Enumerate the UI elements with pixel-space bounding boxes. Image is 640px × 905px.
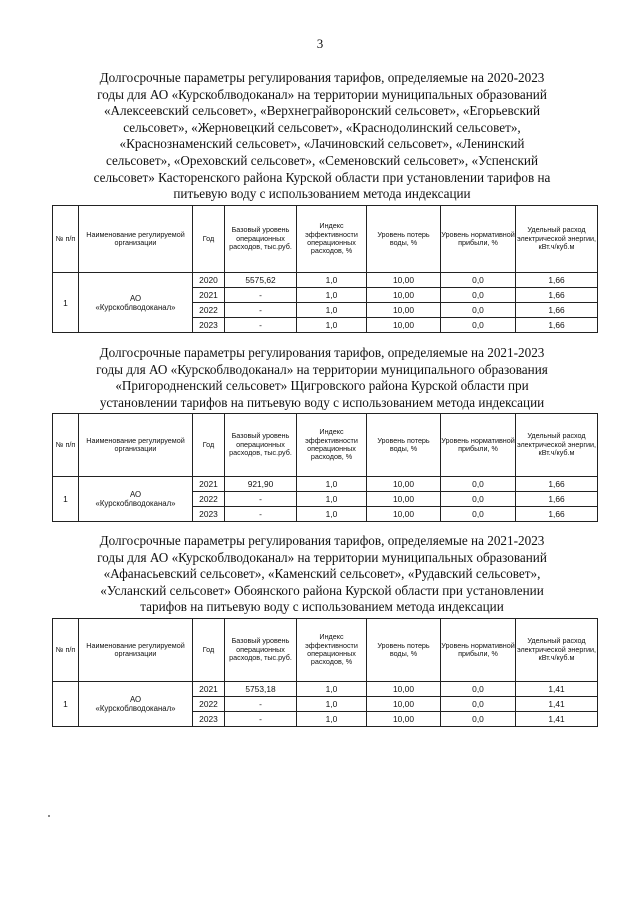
cell-index: 1,0 — [297, 303, 367, 318]
cell-index: 1,0 — [297, 318, 367, 333]
cell-year: 2021 — [193, 682, 225, 697]
cell-base: 5575,62 — [225, 273, 297, 288]
column-header: Год — [193, 414, 225, 477]
cell-year: 2022 — [193, 697, 225, 712]
cell-loss: 10,00 — [367, 477, 441, 492]
cell-profit: 0,0 — [441, 273, 516, 288]
cell-profit: 0,0 — [441, 697, 516, 712]
org-line: АО — [129, 293, 142, 303]
cell-year: 2021 — [193, 477, 225, 492]
org-line: «Курскоблводоканал» — [95, 499, 176, 508]
column-header: Уровень нормативной прибыли, % — [441, 414, 516, 477]
table-header-row — [53, 414, 598, 477]
column-header: Наименование регулируемой организации — [79, 619, 193, 682]
heading-line: годы для АО «Курскоблводоканал» на территории муниципальных образований — [97, 549, 547, 565]
cell-base: 5753,18 — [225, 682, 297, 697]
cell-base: 921,90 — [225, 477, 297, 492]
cell-year: 2023 — [193, 712, 225, 727]
cell-base: - — [225, 288, 297, 303]
cell-index: 1,0 — [297, 507, 367, 522]
cell-index: 1,0 — [297, 477, 367, 492]
column-header: Год — [193, 206, 225, 273]
column-header: Уровень потерь воды, % — [367, 619, 441, 682]
section-heading — [56, 345, 588, 411]
organization-cell — [79, 682, 193, 727]
column-header: Уровень потерь воды, % — [367, 414, 441, 477]
heading-line: Долгосрочные параметры регулирования тарифов, определяемые на 2021-2023 — [99, 345, 545, 360]
cell-base: - — [225, 303, 297, 318]
cell-loss: 10,00 — [367, 682, 441, 697]
table-header-row — [53, 619, 598, 682]
cell-year: 2021 — [193, 288, 225, 303]
cell-base: - — [225, 492, 297, 507]
column-header: Индекс эффективности операционных расходов, % — [297, 619, 367, 682]
column-header: № п/п — [53, 619, 79, 682]
heading-line: «Усланский сельсовет» Обоянского района Курской области при установлении — [100, 582, 544, 598]
section-heading — [56, 533, 588, 616]
heading-line: сельсовет», «Ореховский сельсовет», «Семеновский сельсовет», «Успенский — [105, 152, 539, 168]
table-row — [53, 682, 598, 697]
heading-line: сельсовет» Касторенского района Курской области при установлении тарифов на — [93, 169, 551, 185]
heading-line: Долгосрочные параметры регулирования тарифов, определяемые на 2020-2023 — [99, 70, 545, 85]
org-line: «Курскоблводоканал» — [95, 302, 176, 312]
cell-energy: 1,41 — [516, 682, 598, 697]
heading-line: питьевую воду с использованием метода индексации — [173, 186, 471, 202]
tariff-table — [52, 413, 598, 522]
column-header: Базовый уровень операционных расходов, тыс.руб. — [225, 414, 297, 477]
column-header: Уровень нормативной прибыли, % — [441, 206, 516, 273]
cell-year: 2020 — [193, 273, 225, 288]
tariff-table — [52, 618, 598, 727]
cell-index: 1,0 — [297, 492, 367, 507]
cell-profit: 0,0 — [441, 712, 516, 727]
cell-loss: 10,00 — [367, 507, 441, 522]
column-header: Удельный расход электрической энергии, кВт.ч/куб.м — [516, 619, 598, 682]
column-header: Удельный расход электрической энергии, кВт.ч/куб.м — [516, 206, 598, 273]
column-header: Базовый уровень операционных расходов, тыс.руб. — [225, 619, 297, 682]
cell-year: 2022 — [193, 303, 225, 318]
cell-profit: 0,0 — [441, 477, 516, 492]
column-header: Уровень потерь воды, % — [367, 206, 441, 273]
column-header: № п/п — [53, 414, 79, 477]
cell-year: 2022 — [193, 492, 225, 507]
cell-profit: 0,0 — [441, 507, 516, 522]
column-header: Индекс эффективности операционных расходов, % — [297, 414, 367, 477]
cell-loss: 10,00 — [367, 492, 441, 507]
cell-loss: 10,00 — [367, 288, 441, 303]
cell-loss: 10,00 — [367, 697, 441, 712]
heading-line: «Афанасьевский сельсовет», «Каменский сельсовет», «Рудавский сельсовет», — [103, 566, 541, 582]
row-number-cell: 1 — [53, 477, 79, 522]
organization-cell — [79, 477, 193, 522]
row-number-cell: 1 — [53, 273, 79, 333]
org-line: АО — [129, 695, 142, 704]
cell-energy: 1,66 — [516, 273, 598, 288]
cell-index: 1,0 — [297, 697, 367, 712]
cell-loss: 10,00 — [367, 273, 441, 288]
heading-line: «Пригородненский сельсовет» Щигровского района Курской области при — [115, 378, 529, 394]
table-header-row — [53, 206, 598, 273]
section-heading — [56, 70, 588, 203]
cell-loss: 10,00 — [367, 303, 441, 318]
cell-index: 1,0 — [297, 288, 367, 303]
cell-profit: 0,0 — [441, 492, 516, 507]
page-number: 3 — [316, 36, 324, 51]
org-line: «Курскоблводоканал» — [95, 704, 176, 713]
cell-index: 1,0 — [297, 273, 367, 288]
heading-line: годы для АО «Курскоблводоканал» на территории муниципальных образований — [97, 86, 547, 102]
cell-profit: 0,0 — [441, 288, 516, 303]
cell-energy: 1,66 — [516, 492, 598, 507]
row-number-cell: 1 — [53, 682, 79, 727]
cell-energy: 1,41 — [516, 697, 598, 712]
column-header: Наименование регулируемой организации — [79, 206, 193, 273]
heading-line: сельсовет», «Жерновецкий сельсовет», «Краснодолинский сельсовет», — [123, 119, 521, 135]
cell-energy: 1,41 — [516, 712, 598, 727]
cell-energy: 1,66 — [516, 288, 598, 303]
heading-line: годы для АО «Курскоблводоканал» на территории муниципального образования — [96, 361, 548, 377]
cell-loss: 10,00 — [367, 712, 441, 727]
heading-line: установлении тарифов на питьевую воду с использованием метода индексации — [99, 394, 545, 410]
column-header: Уровень нормативной прибыли, % — [441, 619, 516, 682]
tariff-table — [52, 205, 598, 333]
heading-line: тарифов на питьевую воду с использованием метода индексации — [140, 599, 504, 615]
heading-line: «Алексеевский сельсовет», «Верхнеграйворонский сельсовет», «Егорьевский — [103, 103, 541, 119]
column-header: Удельный расход электрической энергии, кВт.ч/куб.м — [516, 414, 598, 477]
cell-year: 2023 — [193, 507, 225, 522]
scan-speck — [48, 815, 50, 817]
column-header: № п/п — [53, 206, 79, 273]
heading-line: «Краснознаменский сельсовет», «Лачиновский сельсовет», «Ленинский — [119, 136, 525, 152]
column-header: Год — [193, 619, 225, 682]
cell-energy: 1,66 — [516, 303, 598, 318]
column-header: Индекс эффективности операционных расходов, % — [297, 206, 367, 273]
cell-base: - — [225, 697, 297, 712]
table-row — [53, 273, 598, 288]
cell-index: 1,0 — [297, 712, 367, 727]
column-header: Наименование регулируемой организации — [79, 414, 193, 477]
cell-profit: 0,0 — [441, 318, 516, 333]
cell-index: 1,0 — [297, 682, 367, 697]
cell-base: - — [225, 507, 297, 522]
org-line: АО — [129, 490, 142, 499]
organization-cell — [79, 273, 193, 333]
cell-energy: 1,66 — [516, 318, 598, 333]
table-row — [53, 477, 598, 492]
heading-line: Долгосрочные параметры регулирования тарифов, определяемые на 2021-2023 — [99, 533, 545, 548]
cell-loss: 10,00 — [367, 318, 441, 333]
cell-energy: 1,66 — [516, 477, 598, 492]
cell-energy: 1,66 — [516, 507, 598, 522]
cell-profit: 0,0 — [441, 303, 516, 318]
cell-base: - — [225, 712, 297, 727]
column-header: Базовый уровень операционных расходов, тыс.руб. — [225, 206, 297, 273]
cell-profit: 0,0 — [441, 682, 516, 697]
cell-year: 2023 — [193, 318, 225, 333]
cell-base: - — [225, 318, 297, 333]
